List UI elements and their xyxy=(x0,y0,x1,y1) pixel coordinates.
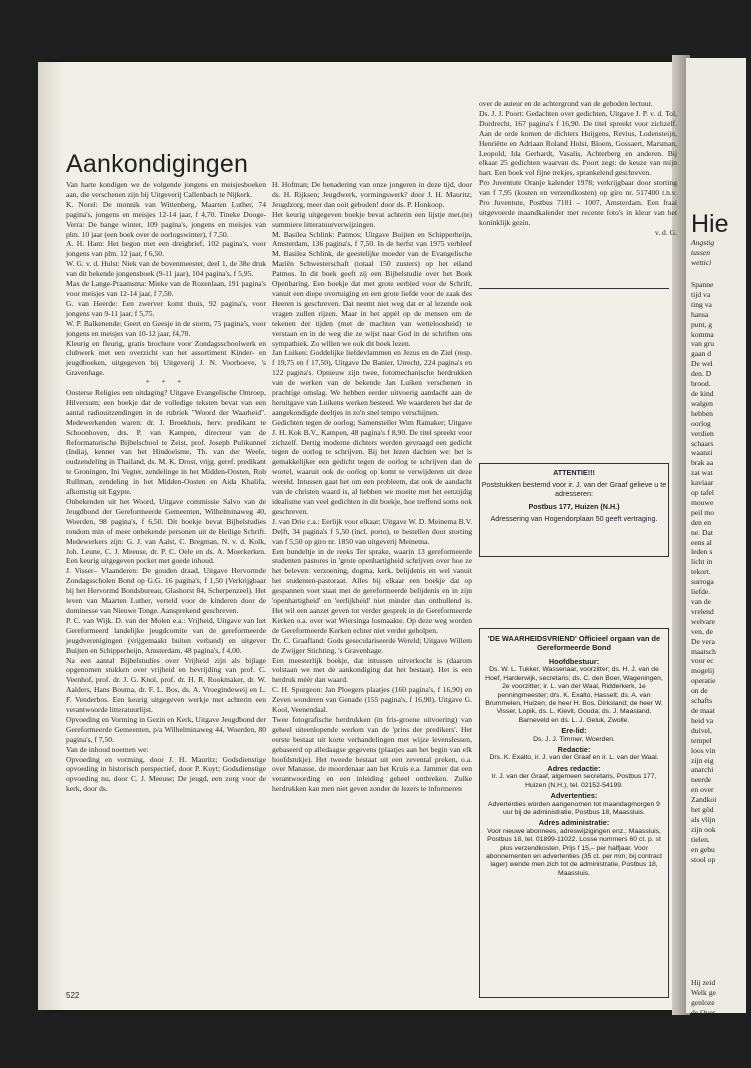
next-page-line: neerde xyxy=(691,775,712,785)
next-page-line: gaan d xyxy=(691,349,712,359)
next-page-line: verdien xyxy=(691,428,714,438)
ads-text: Advertenties worden aangenomen tot maandagmorgen 9 uur bij de administratie, Postbus 18, Maassluis. xyxy=(488,800,660,816)
next-page-line: schaars xyxy=(691,438,714,448)
attention-address: Postbus 177, Huizen (N.H.) xyxy=(528,501,620,511)
editorial-address-label: Adres redactie: xyxy=(547,763,601,773)
next-page-line: peil mo xyxy=(691,507,714,517)
column-divider-rule xyxy=(479,288,669,289)
next-page-line: zat wat xyxy=(691,468,713,478)
next-page-subtitle xyxy=(691,238,751,268)
next-page-line: brak aa xyxy=(691,458,714,468)
next-page-line: kaviaar xyxy=(691,478,714,488)
next-subtitle-line: tussen xyxy=(691,247,710,257)
attention-text: Poststukken bestemd voor ir. J. van der Graaf gelieve u te adresseren: xyxy=(481,480,667,499)
column-1-paragraph: P. C. van Wijk. D. van der Molen e.a.: Vrijheid, Uitgave van het Gereformeerd landelijke jeugdcomite van de gereformeerde jeugdverenigingen (vrijgemaakt buiten verband) en uitgever Buijten en Schipperheijn, Amsterdam, 48 pagina's, f 4,00. xyxy=(66,615,266,655)
honorary-text: Ds. J. J. Timmer, Woerden. xyxy=(533,735,615,743)
next-page-line: op tafel xyxy=(691,488,714,498)
column-2-paragraph: J. van Drie c.a.: Eerlijk voor elkaar; Uitgave W. D. Meinema B.V. Delft, 34 pagina's f 5,50 (incl. porto), te bestellen door storting van f 5,50 op giro nr. 1850 van uitgeverij Meinema. xyxy=(272,516,472,546)
column-3-signature: v. d. G. xyxy=(654,227,677,237)
next-page-line: en over xyxy=(691,785,714,795)
next-page-line: de Over xyxy=(691,1007,716,1017)
next-page-line: hebben xyxy=(691,408,713,418)
next-page-line: De vera xyxy=(691,636,715,646)
next-page-line: verwach xyxy=(691,1017,717,1027)
next-page-title: Hie xyxy=(691,210,729,238)
next-page-line: als vlijn xyxy=(691,814,716,824)
next-page-line: lijk vrec xyxy=(691,1027,717,1037)
attention-box xyxy=(479,463,669,557)
next-page-line: walgen xyxy=(691,398,713,408)
column-1-paragraph: Opvoeding en vorming, door J. H. Mauritz; Godsdienstige opvoeding in historisch perspectief, door P. Kuyt; Godsdienstige opvoeding nu, door C. J. Meeuse; De jeugd, een zorg voor de kerk, door ds. xyxy=(66,754,266,794)
next-page-line: tijd va xyxy=(691,289,711,299)
next-page-line: anarchi xyxy=(691,765,714,775)
column-1-paragraph: Na een aantal Bijbelstudies over Vrijheid zijn als bijlage opgenomen stukken over vrijheid en bevrijding van prof. C. Veenhof, prof. dr. J. G. Knol, prof. dr. H. R. Rookmaker, dr. W. Aalders, Hans Bouma, dr. F. L. Bos, ds. A. Vroegindeweij en L. F. Venderbos. Een keurig uitgegeven werkje met achterin een verantwoorde litteratuurlijst. xyxy=(66,655,266,715)
magazine-colophon-box xyxy=(479,628,669,998)
honorary-label: Ere-lid: xyxy=(561,726,587,736)
admin-label: Adres administratie: xyxy=(538,818,610,828)
column-1-paragraph: W. P. Balkenende: Geert en Geesje in de storm, 75 pagina's, voor jongens en meisjes van 10-12 jaar, f4,70. xyxy=(66,318,266,338)
column-3-paragraph: Pro Juventute Oranje kalender 1978; verkrijgbaar door storting van f 7,95 (kosten en verzendkosten) op giro nr. 517400 t.n.v. Pro Juventute, Postbus 7101 – 1007, Amsterdam. Een fraai uitgevoerde maandkalender met recente foto's in kleur van het koninklijk gezin. xyxy=(479,178,677,227)
next-page-line: waanzi xyxy=(691,448,713,458)
column-3-body xyxy=(479,99,677,228)
board-label: Hoofdbestuur: xyxy=(548,657,600,666)
next-page-line: duivel, xyxy=(691,725,712,735)
column-1-paragraph: A. H. Ham: Het begon met een dreigbrief, 102 pagina's, voor jongens van plm. 12 jaar, f 6,50. xyxy=(66,239,266,259)
next-page-line: ven, de xyxy=(691,626,713,636)
next-page-line: komma xyxy=(691,329,714,339)
editorial-text: Drs. K. Exalto, ir. J. van der Graaf en ir. L. van der Waal. xyxy=(489,754,659,762)
next-page-line: loos vin xyxy=(691,745,716,755)
colophon-title: 'DE WAARHEIDSVRIEND' Officieel orgaan van de Gereformeerde Bond xyxy=(487,634,661,652)
column-2 xyxy=(272,180,472,794)
next-page-line: leden s xyxy=(691,547,713,557)
next-page-line: brood. xyxy=(691,379,711,389)
page-title: Aankondigingen xyxy=(66,150,249,178)
column-2-paragraph: Gedichten tegen de oorlog; Samensteller Wim Ramaker; Uitgave J. H. Kok B.V., Kampen, 48 pagina's f 8,90. De titel spreekt voor zichzelf. Dertig moderne dichters werden gevraagd een gedicht tegen de oorlog te schrijven. Bij het lezen dachten we: het is gemakkelijker een gedicht tegen de oorlog te schrijven dan de wortel, waaruit ook de oorlog op komt te verwijderen uit deze wereld. Intussen gaat het om een probleem, dat ook de aandacht van de christen waard is, al hebben we moeite met het eenzijdig idealisme van veel gedichten in dit boekje, hoe treffend soms ook geschreven. xyxy=(272,417,472,516)
column-1-paragraph: K. Norel: De monnik van Wittenberg, Maarten Luther, 74 pagina's, jongens en meisjes 12-14 jaar, f 4,70. Tineke Dooge-Verra: De bange winter, 109 pagina's, jongens en meisjes van plm. 10 jaar (een boek over de oorlogswinter), f 7,50. xyxy=(66,199,266,239)
column-2-paragraph: Twee fotografische herdrukken (in fris-groene uitvoering) van geheel uiteenlopende werken van de 'prins der predikers'. Het eerste bestaat uit korte verhandelingen met wijze levenslessen, gebaseerd op alledaagse gegevens (plaatjes aan het begin van elk hoofdstukje). Het tweede bestaat uit een zevental preken, o.a. over Manasse, de moordenaar aan het Kruis e.a. Jammer dat een verantwoording en een inleiding geheel ontbreken. Zulke herdrukken kan men niet geven zonder de lezers te informeren xyxy=(272,714,472,794)
next-page-line: maatsch xyxy=(691,646,716,656)
column-1-paragraph: J. Visser– Vlaanderen: De gouden draad, Uitgave Hervormde Zondagsscholen Bond op G.G. 16 pagina's, f 1,50 (Verkrijgbaar bij het Hervormd Bondsbureau, Glashorst 84, Scherpenzeel). Het leven van Maarten Luther, verteld voor de kinderen door de dominesse van Nieuwe Tonge. Aansprekend geschreven. xyxy=(66,566,266,615)
next-page-line: voor ec xyxy=(691,656,714,666)
next-page-footer xyxy=(691,978,751,1057)
next-page-line: hansa xyxy=(691,309,709,319)
next-page-line: Hij zeid xyxy=(691,978,716,987)
next-page-line: surroga xyxy=(691,577,714,587)
next-page-line: schafts xyxy=(691,696,713,706)
column-2-paragraph: Een meesterlijk boekje, dat intussen uitverkocht is (daarom volstaan we met de aankondiging dat het bestaat). Het is een herdruk méér dan waard. xyxy=(272,655,472,685)
next-page-line: en gehu xyxy=(691,844,715,854)
column-2-paragraph: Het keurig uitgegeven boekje bevat achterin een lijstje met.(te) summiere litteratuurverwijzingen. xyxy=(272,209,472,229)
next-page-line: niet and xyxy=(691,1037,716,1047)
admin-text: Voor nieuwe abonnees, adreswijzigingen enz.: Maassluis, Postbus 18, tel. 01899-11022. Losse nummers 60 ct. p. st plus verzendkosten. Prijs f 15,– per halfjaar. Voor abonnementen en advertenties (35 ct. per mm; bij contract lager) wende men zich tot de administratie, Postbus 18, Maassluis. xyxy=(485,827,663,877)
next-page-line: ne. Dat xyxy=(691,527,713,537)
column-2-paragraph: H. Hofman; De benadering van onze jongeren in deze tijd, door ds. H. Rijksen; Jeugdwerk, vormingswerk? door J. H. Mauritz; Jeugdzorg, meer dan ooit geboden! door ds. P. Honkoop. xyxy=(272,180,472,209)
column-2-paragraph: C. H. Spurgeon: Jan Ploegers plaatjes (160 pagina's, f 16,90) en Zeven wonderen van Genade (155 pagina's, f 16,90), Uitgave G. Kool, Veenendaal. xyxy=(272,685,472,715)
next-page-line: tempel xyxy=(691,735,712,745)
next-page-body xyxy=(691,280,751,864)
next-page-line: liefde. xyxy=(691,587,711,597)
next-page-line: den en xyxy=(691,517,712,527)
next-page-line: tielen. xyxy=(691,834,710,844)
next-page-line: genloze xyxy=(691,997,715,1007)
column-1-paragraph: W. G. v. d. Hulst: Niek van de bovenmeester, deel 1, de 38e druk van dit bekende jongensboek (9-11 jaar), 104 pagina's, f 5,95. xyxy=(66,259,266,279)
next-page-line: tekort. xyxy=(691,567,711,577)
next-page-line: van gru xyxy=(691,339,714,349)
next-page-line: welvare xyxy=(691,616,716,626)
next-page-line: den. D xyxy=(691,369,712,379)
next-subtitle-line: wettici xyxy=(691,257,712,267)
column-2-paragraph: M. Basilea Schlink: Patmos; Uitgave Buijten en Schipperheijn, Amsterdam, 136 pagina's, f 7,50. In de herfst van 1975 verbleef M. Basilea Schlink, de geestelijke moeder van de Evangelische Mariën Schwesterschaft (totaal 150 zusters) op het eiland Patmos. In dit boek geeft zij een Bijbelstudie over het Boek Openbaring. Een boekje dat met grote eerbied voor de Schrift, vanuit een diepe overtuiging en een grote liefde voor de zaak des Heeren is geschreven. Dat neemt niet weg dat er al lezende ook vragen zullen rijzen. Maar in het appèl op de mensen om de tekenen der tijden (met de machten van wetteloosheid) te verstaan en in de weg die ze wijst naar God in de schriften ons sympathiek. Zo willen we ook dit boek lezen. xyxy=(272,229,472,348)
next-page-line: ting va xyxy=(691,299,712,309)
column-3-paragraph: Ds. J. J. Poort: Gedachten over gedichten, Uitgave J. P. v. d. Tol, Dordrecht, 167 pagina's f 16,90. De titel spreekt voor zichzelf. Aan de orde komen de dichters Huijgens, Revius, Lodensteijn, Henriëtte en Adriaan Roland Holst, Bloem, Gossaert, Marsman, Leopold, Ida Gerhardt, Vasalis, Achterberg en anderen. Bij elkaar 25 gedichten waarvan ds. Poort zegt: de keuze van mijn hart. Een boek vol fijne trekjes, sprankelend geschreven. xyxy=(479,108,677,178)
page-number: 522 xyxy=(66,991,80,1000)
next-page-line: het göd xyxy=(691,805,714,815)
column-3 xyxy=(479,99,677,238)
ads-label: Advertenties: xyxy=(550,791,598,801)
next-page-line: naam. A xyxy=(691,1047,717,1057)
column-1 xyxy=(66,180,266,794)
column-1-paragraph: Kleurig en fleurig, gratis brochure voor Zondagsschoolwerk en clubwerk met een overzicht van het assortiment Kinder- en jeugdboeken, uitgegeven bij Uitgeverij J. N. Voorhoeve, 's Gravenhage. xyxy=(66,338,266,378)
attention-note: Adressering van Hogendorplaan 50 geeft vertraging. xyxy=(490,513,658,523)
next-page-line: heid va xyxy=(691,715,714,725)
next-page-line: Spanne xyxy=(691,280,714,289)
next-page-line: De wel xyxy=(691,359,713,369)
next-page-line: oorlog xyxy=(691,418,711,428)
next-page-line: van de xyxy=(691,597,712,606)
editorial-address-text: Ir. J. van der Graaf, algemeen secretaris, Postbus 177, Huizen (N.H.), tel. 02152-54199. xyxy=(491,773,657,789)
next-page-line: mouwe xyxy=(691,497,714,507)
column-1-paragraph: G. van Heerde: Een zwerver komt thuis, 92 pagina's, voor jongens van 9-11 jaar, f 5,75. xyxy=(66,298,266,318)
next-page-line: Welk ge xyxy=(691,987,716,997)
next-page-line: zijn eig xyxy=(691,755,714,765)
column-3-paragraph: over de auteur en de achtergrond van de geboden lectuur. xyxy=(479,99,653,108)
next-page-line: Zandkoi xyxy=(691,795,717,805)
next-subtitle-line: Angstig xyxy=(691,238,715,247)
column-1-paragraph: Max de Lange-Praamsma: Mieke van de Rozenlaan, 191 pagina's voor meisjes van 12-14 jaar, f 7,50. xyxy=(66,279,266,298)
next-page-line: vrelend xyxy=(691,606,714,616)
editorial-label: Redactie: xyxy=(557,745,591,755)
column-1-paragraph: Opvoeding en Vorming in Gezin en Kerk, Uitgave Jeugdbond der Gereformeerde Gemeenten, p/a Wilhelminaweg 44, Woerden, 80 pagina's, f 7,50. xyxy=(66,714,266,744)
next-page-line: mogelij xyxy=(691,666,715,676)
next-page-line: zijn ook xyxy=(691,824,716,834)
column-2-paragraph: Dr. C. Graafland: Gods geseculariseerde Wereld; Uitgave Willem de Zwijger Stichting, 's Gravenhage. xyxy=(272,635,472,655)
page-binding-shadow xyxy=(38,62,64,1010)
next-page-line: de maat xyxy=(691,705,715,715)
next-page-edge xyxy=(686,58,746,1057)
column-1-paragraph: Onbekenden uit het Woord, Uitgave commissie Salvo van de Jeugdbond der Gereformeerde Gemeenten, Wilhelminaweg 40, Woerden, 98 pagina's, f 6,50. Dit boekje bevat Bijbelstudies rondom min of meer onbekende personen uit de Heilige Schrift. Medewerkers zijn: G. J. van Aalst, C. Bregman, N. v. d. Kolk, Joh. Leune, C. J. Meeuse, dr. P. C. Oele en ds. A. Moerkerken. Een keurig uitgegeven pocket met goede inhoud. xyxy=(66,497,266,566)
next-page-line: licht in xyxy=(691,557,713,567)
next-page-line: on de xyxy=(691,686,708,696)
next-page-line: stool op xyxy=(691,854,716,864)
column-1-paragraph: * * * xyxy=(145,378,187,388)
board-text: Ds. W. L. Tukker, Wassenaar, voorzitter; ds. H. J. van de Hoef, Harderwijk, secretaris; ds. C. den Boer, Wageningen, 2e voorzitter; ir. L. van der Waal, Ridderkerk, 1e penningmeester; drs. K. Exalto, Hasselt; ds. A. van Brummelen, Huizen; de heer H. Bos, Dirksland; de heer W. Visser, Lopik, ds. L. Kievit, Gouda; ds. J. Maasland, Barneveld en ds. L. J. Geluk, Zwolle. xyxy=(485,666,663,724)
next-page-line: operatie xyxy=(691,676,716,686)
column-2-paragraph: Een bundeltje in de reeks Ter sprake, waarin 13 gereformeerde studenten pastores in 'grote openhartigheid schrijven over hoe ze het beleven: verzoening, dogma, kerk, belijdenis en wel vanuit het studenten-pastoraat. Alles bij elkaar een boekje dat op gespannen voet staat met de gereformeerde belijdenis en in zijn 'openhartigheid' en 'eerlijkheid' niet minder dan onthullend is. Het wil een aanzet geven tot verder gesprek in de Gereformeerde Kerken o.a. over wat Wiersinga losmaakte. Op deze weg worden de Gereformeerde Kerken echter niet verder geholpen. xyxy=(272,546,472,635)
column-1-paragraph: Oosterse Religies een uitdaging? Uitgave Evangelische Omroep, Hilversum; een boekje dat de volledige teksten bevat van een aantal radiouitzendingen in de rubriek "Woord der Waarheid". Medewerkenden waren: dr. J. Broekhuis, herv. predikant te Schoonhoven, drs. P. van Kampen, directeur van de Reformatorische Bijbelschool te Zeist, prof. Joseph Pulikunnel (India), kenner van het Hindoeïsme, Th. van der Weele, oudzendeling in Thailand, ds. M. K. Drost, vrijg. geref. predikant te Groningen, Ini Vegter, zendelinge in het Midden-Oosten, Rob Rullman, zendeling in het Midden-Oosten en Aida Khalifa, afkomstig uit Egypte. xyxy=(66,388,266,497)
column-2-paragraph: Jan Luiken: Goddelijke liefdevlammen en Jezus en de Ziel (resp. f 19,75 en f 17,50), Uitgave De Banier, Utrecht, 224 pagina's en 122 pagina's. Opnieuw zijn twee, fotomechanische herdrukken van de werken van de bekende Jan Luiken verschenen in prachtige omslag. We hebben eerder uitvoerig aandacht aan de heruitgave van Luikens werken besteed. We waarderen het dat de aangekondigde deeltjes in zo'n snel tempo verschijnen. xyxy=(272,348,472,417)
next-page-line: punt, g xyxy=(691,319,713,329)
next-page-line: eens al xyxy=(691,537,712,547)
column-1-paragraph: Van harte kondigen we de volgende jongens en meisjesboeken aan, die verschenen zijn bij Uitgeverij Callenbach te Nijkerk. xyxy=(66,180,266,199)
column-1-paragraph: Van de inhoud noemen we: xyxy=(66,744,149,754)
attention-heading: ATTENTIE!!! xyxy=(553,468,595,477)
next-page-line: de kind xyxy=(691,388,714,398)
